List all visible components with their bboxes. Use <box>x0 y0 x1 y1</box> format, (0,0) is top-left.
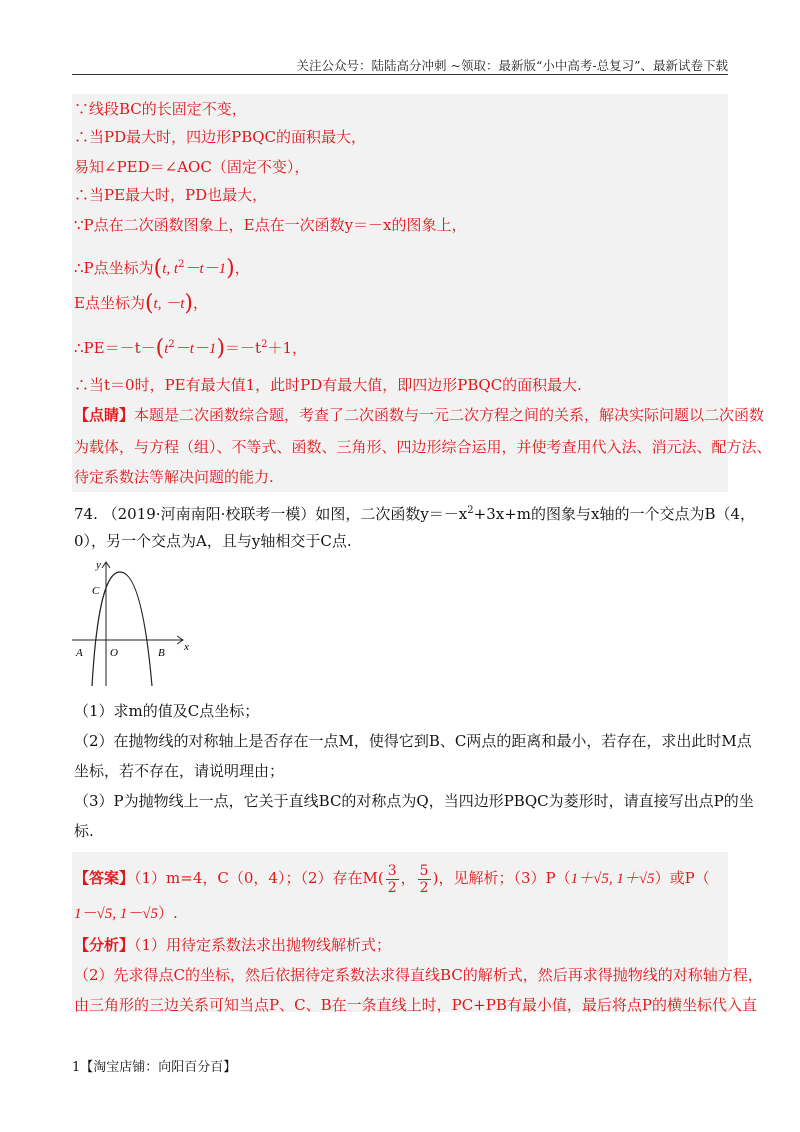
question-1: （1）求m的值及C点坐标； <box>74 702 260 720</box>
solution-line-5: ∵P点在二次函数图象上，E点在一次函数y＝－x的图象上， <box>74 216 467 234</box>
exp-2: 2 <box>467 505 474 516</box>
p-point-2: 1－√5, 1－√5 <box>74 906 158 922</box>
analysis-line-2: （2）先求得点C的坐标，然后依据待定系数法求得直线BC的解析式，然后再求得抛物线的对称轴方程， <box>74 966 763 984</box>
paren-open: ( <box>153 256 163 281</box>
remark-line-1 <box>74 406 764 424</box>
solution-block <box>72 94 728 492</box>
remark-text-1: 本题是二次函数综合题，考查了二次函数与一元二次方程之间的关系，解决实际问题以二次函数 <box>134 406 765 424</box>
problem-text-1a: 74. （2019·河南南阳·校联考一模）如图，二次函数y＝－x <box>74 505 468 523</box>
page-footer: 1【淘宝店铺：向阳百分百】 <box>72 1060 237 1075</box>
answer-text-4: ）. <box>157 904 178 922</box>
answer-label: 【答案】 <box>74 869 135 887</box>
solution-line-1: ∵线段BC的长固定不变， <box>74 100 247 118</box>
exp-2: 2 <box>168 339 175 350</box>
p-point-1: 1＋√5, 1＋√5 <box>570 871 655 887</box>
answer-text-1: （1）m=4，C（0，4）；（2）存在M <box>134 869 378 887</box>
label-x: x <box>184 641 189 653</box>
parabola-graph <box>70 558 200 688</box>
label-b: B <box>158 647 165 659</box>
question-2-line-1: （2）在抛物线的对称轴上是否存在一点M，使得它到B、C两点的距离和最小，若存在，求出此时M点 <box>74 732 752 750</box>
fraction-3-2 <box>386 863 399 896</box>
problem-line-1 <box>74 502 755 523</box>
solution-line-8 <box>74 336 307 361</box>
analysis-line-3: 由三角形的三边关系可知当点P、C、B在一条直线上时，PC+PB有最小值，最后将点P的横坐标代入直 <box>74 996 757 1014</box>
answer-line-1 <box>74 860 710 897</box>
exp-2: 2 <box>178 259 185 270</box>
pe-expr-start: ∴PE＝－t－ <box>74 339 156 357</box>
fraction-denominator: 2 <box>387 879 397 896</box>
fraction-5-2 <box>418 863 431 896</box>
exp-2: 2 <box>261 339 268 350</box>
parabola-curve <box>92 572 152 686</box>
paren-close: ) <box>216 336 226 361</box>
label-a: A <box>76 647 83 659</box>
solution-line-9: ∴当t＝0时，PE有最大值1，此时PD有最大值，即四边形PBQC的面积最大. <box>74 376 582 394</box>
question-3-line-2: 标. <box>74 822 94 840</box>
remark-line-2: 为载体，与方程（组）、不等式、函数、三角形、四边形综合运用，并使考查用代入法、消元法、配方法、 <box>74 438 772 456</box>
solution-line-7 <box>74 291 208 316</box>
problem-text-1b: +3x+m的图象与x轴的一个交点为B（4， <box>473 505 756 523</box>
pe-eq: ＝－t <box>225 339 262 357</box>
paren-close: ) <box>432 869 439 887</box>
paren-open: ( <box>144 291 154 316</box>
comma: ， <box>192 294 208 312</box>
problem-line-2: 0），另一个交点为A，且与y轴相交于C点. <box>74 532 352 550</box>
p-coord-x: t, t <box>162 261 179 277</box>
e-coord-value: t, －t <box>153 296 185 312</box>
paren-open: ( <box>377 869 384 887</box>
paren-close: ) <box>184 291 193 316</box>
paren-close: ) <box>226 256 235 281</box>
analysis-label: 【分析】 <box>74 936 135 954</box>
pe-t: t <box>164 341 169 357</box>
p-coord-tail: －t－1 <box>184 261 227 277</box>
e-coord-label: E点坐标为 <box>74 294 145 312</box>
comma: ， <box>400 869 416 887</box>
solution-line-3: 易知∠PED＝∠AOC（固定不变）， <box>74 158 310 176</box>
solution-line-6 <box>74 256 250 281</box>
label-y: y <box>96 559 101 571</box>
analysis-line-1 <box>74 936 391 954</box>
analysis-text-1: （1）用待定系数法求出抛物线解析式； <box>134 936 392 954</box>
comma: ， <box>234 259 250 277</box>
solution-line-4: ∴当PE最大时，PD也最大， <box>74 186 268 204</box>
remark-label: 【点睛】 <box>74 406 135 424</box>
pe-tail: ＋1， <box>267 339 307 357</box>
question-2-line-2: 坐标，若不存在，请说明理由； <box>74 762 285 780</box>
fraction-numerator: 3 <box>387 862 397 879</box>
answer-line-2 <box>74 904 178 923</box>
p-coord-label: ∴P点坐标为 <box>74 259 154 277</box>
answer-text-3: ）或P（ <box>654 869 710 887</box>
answer-text-2: ，见解析；（3）P（ <box>438 869 571 887</box>
fraction-denominator: 2 <box>419 879 429 896</box>
fraction-numerator: 5 <box>419 862 429 879</box>
pe-inner: －t－1 <box>174 341 217 357</box>
label-o: O <box>110 647 118 659</box>
label-c: C <box>92 585 100 597</box>
header-rule <box>72 74 728 75</box>
page-header: 关注公众号：陆陆高分冲刺 ~领取：最新版“小中高考-总复习”、最新试卷下载 <box>296 58 728 73</box>
paren-open: ( <box>155 336 165 361</box>
question-3-line-1: （3）P为抛物线上一点，它关于直线BC的对称点为Q，当四边形PBQC为菱形时，请直接写出点P的坐 <box>74 792 754 810</box>
remark-line-3: 待定系数法等解决问题的能力. <box>74 468 274 486</box>
solution-line-2: ∴当PD最大时，四边形PBQC的面积最大， <box>74 128 367 146</box>
